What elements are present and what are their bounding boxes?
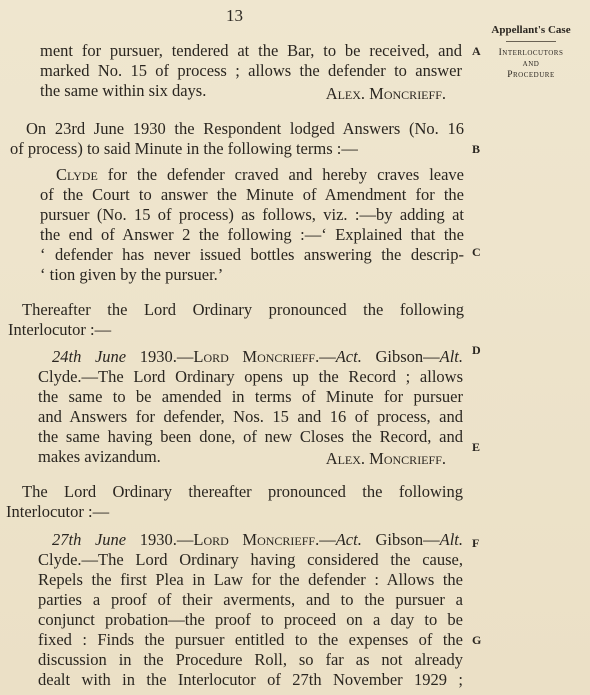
p3-lead-clyde: Clyde: [56, 165, 98, 184]
p5-line6: makes avizandum.: [38, 447, 161, 466]
margin-marker-f: F: [472, 536, 480, 550]
p6-line1: The Lord Ordinary thereafter pronounced the following: [22, 482, 463, 501]
margin-heading: Appellant's Case: [491, 24, 571, 36]
margin-rule: [506, 41, 556, 42]
p7-line2: Clyde.—The Lord Ordinary having considered the cause,: [38, 550, 463, 569]
p5-alt: Alt.: [439, 347, 464, 366]
p3-line2: of the Court to answer the Minute of Amendment for the: [40, 185, 464, 204]
margin-subheading-line2: and: [522, 59, 540, 69]
p5-judge: Lord Moncrieff: [193, 347, 316, 366]
p7-judge: Lord Moncrieff: [193, 530, 316, 549]
p5-date-day: 24th June: [52, 347, 127, 366]
margin-subheading-line1: Interlocutors: [498, 48, 564, 58]
p7-alt: Alt.: [439, 530, 464, 549]
p4-line2: Interlocutor :—: [8, 320, 112, 339]
p7-act: Act.: [335, 530, 362, 549]
margin-marker-d: D: [472, 343, 481, 357]
p7-date-day: 27th June: [52, 530, 127, 549]
p7-line8: dealt with in the Interlocutor of 27th November 1929 ;: [38, 670, 463, 689]
p3-line5: ‘ defender has never issued bottles answering the descrip-: [40, 245, 464, 264]
p5-line1: [52, 347, 463, 367]
p5-line3: the same to be amended in terms of Minute for pursuer: [38, 387, 463, 406]
p7-line7: discussion in the Procedure Roll, so far as not already: [38, 650, 463, 669]
p7-line5: conjunct probation—the proof to proceed on a day to be: [38, 610, 463, 629]
p5-dash: .—: [315, 347, 336, 366]
p5-line2: Clyde.—The Lord Ordinary opens up the Record ; allows: [38, 367, 463, 386]
p6-line2: Interlocutor :—: [6, 502, 110, 521]
p1-signature: Alex. Moncrieff.: [325, 84, 446, 103]
margin-marker-e: E: [472, 440, 481, 454]
p5-line4: and Answers for defender, Nos. 15 and 16 of process, and: [38, 407, 463, 426]
p7-line4: parties a proof of their averments, and to the pursuer a: [38, 590, 463, 609]
p3-line1: [56, 165, 464, 185]
p7-dash: .—: [315, 530, 336, 549]
margin-marker-a: A: [472, 44, 481, 58]
p7-date-year: 1930.—: [126, 530, 194, 549]
p5-counsel-act: Gibson—: [361, 347, 440, 366]
p7-line6: fixed : Finds the pursuer entitled to the expenses of the: [38, 630, 463, 649]
p2-line2: of process) to said Minute in the following terms :—: [10, 139, 358, 158]
margin-subheading-line3: Procedure: [507, 70, 555, 80]
p1-line1: ment for pursuer, tendered at the Bar, to be received, and: [40, 41, 462, 60]
page-number: 13: [226, 6, 243, 25]
p5-line5: the same having been done, of new Closes the Record, and: [38, 427, 463, 446]
p3-line6: ‘ tion given by the pursuer.’: [40, 265, 224, 284]
p7-line1: [52, 530, 463, 550]
margin-subheading: [476, 48, 586, 81]
p5-signature: Alex. Moncrieff.: [325, 449, 446, 468]
p5-date-year: 1930.—: [126, 347, 194, 366]
p7-line3: Repels the first Plea in Law for the defender : Allows the: [38, 570, 463, 589]
p5-act: Act.: [335, 347, 362, 366]
p7-counsel-act: Gibson—: [361, 530, 440, 549]
p4-line1: Thereafter the Lord Ordinary pronounced the following: [22, 300, 464, 319]
margin-marker-g: G: [472, 633, 482, 647]
p3-line3: pursuer (No. 15 of process) as follows, viz. :—by adding at: [40, 205, 464, 224]
margin-marker-b: B: [472, 142, 481, 156]
p1-line2: marked No. 15 of process ; allows the defender to answer: [40, 61, 462, 80]
margin-marker-c: C: [472, 245, 481, 259]
p2-line1: On 23rd June 1930 the Respondent lodged Answers (No. 16: [26, 119, 464, 138]
p3-line4: the end of Answer 2 the following :—‘ Explained that the: [40, 225, 464, 244]
p3-line1-text: for the defender craved and hereby craves leave: [97, 165, 464, 184]
p1-line3: the same within six days.: [40, 81, 207, 100]
